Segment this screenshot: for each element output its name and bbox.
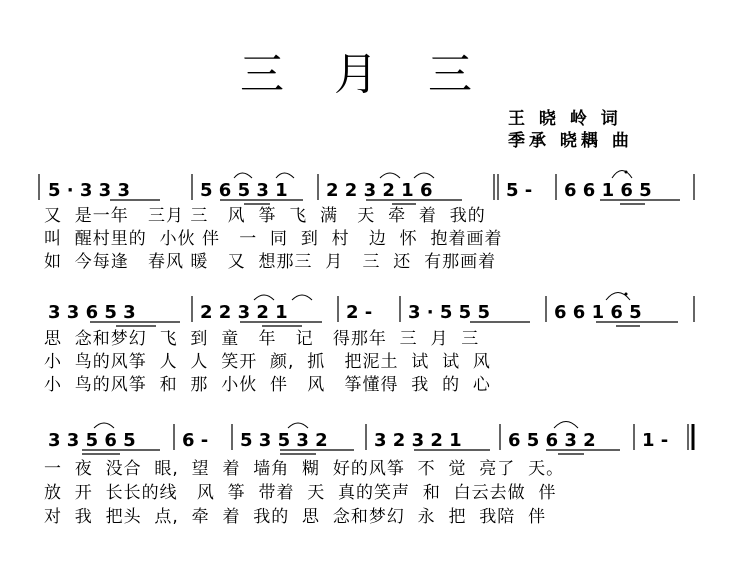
composer-credit: 季承 晓耦 曲 [508, 131, 633, 151]
lyrics-line-1-verse-1: 又 是一年 三月 三 风 筝 飞 满 天 牵 着 我的 [44, 206, 486, 226]
measure-1-4: 5 - [506, 180, 533, 201]
measure-3-5: 6 5 6 3 2 [508, 430, 596, 451]
measure-2-1: 3 3 6 5 3 [48, 302, 136, 323]
measure-1-3: 2 2 3 2 1 6 [326, 180, 433, 201]
lyrics-line-3-verse-2: 放 开 长长的线 风 筝 带着 天 真的笑声 和 白云去做 伴 [44, 483, 557, 503]
measure-2-5: 6 6 1 6 5 [554, 302, 642, 323]
measure-3-2: 6 - [182, 430, 209, 451]
lyrics-line-2-verse-2: 小 鸟的风筝 人 人 笑开 颜, 抓 把泥土 试 试 风 [44, 352, 491, 372]
measure-2-2: 2 2 3 2 1 [200, 302, 288, 323]
lyrics-line-1-verse-3: 如 今每逢 春风 暖 又 想那三 月 三 还 有那画着 [44, 252, 497, 272]
measure-1-5: 6 6 1 6 5 [564, 180, 652, 201]
measure-2-4: 3 · 5 5 5 [408, 302, 491, 323]
measure-1-1: 5 · 3 3 3 [48, 180, 131, 201]
measure-3-3: 5 3 5 3 2 [240, 430, 328, 451]
lyrics-line-2-verse-3: 小 鸟的风筝 和 那 小伙 伴 风 筝懂得 我 的 心 [44, 375, 491, 395]
measure-3-1: 3 3 5 6 5 [48, 430, 136, 451]
lyrics-line-2-verse-1: 思 念和梦幻 飞 到 童 年 记 得那年 三 月 三 [44, 329, 480, 349]
measure-3-6: 1 - [642, 430, 669, 451]
notation-line-3 [48, 422, 693, 455]
lyricist-credit: 王 晓 岭 词 [508, 109, 622, 129]
lyrics-line-1-verse-2: 叫 醒村里的 小伙 伴 一 同 到 村 边 怀 抱着画着 [44, 229, 503, 249]
lyrics-line-3-verse-3: 对 我 把头 点, 牵 着 我的 思 念和梦幻 永 把 我陪 伴 [44, 507, 547, 527]
measure-1-2: 5 6 5 3 1 [200, 180, 288, 201]
notation-line-2 [48, 293, 694, 327]
measure-3-4: 3 2 3 2 1 [374, 430, 462, 451]
lyrics-line-3-verse-1: 一 夜 没合 眼, 望 着 墙角 糊 好的风筝 不 觉 亮了 天。 [44, 459, 565, 479]
notation-line-1 [39, 171, 694, 205]
song-title: 三 月 三 [240, 49, 490, 100]
measure-2-3: 2 - [346, 302, 373, 323]
